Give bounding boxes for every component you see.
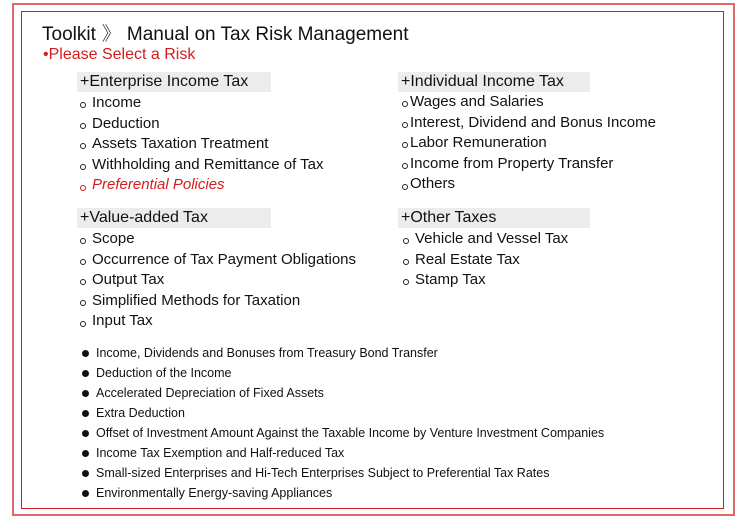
bullet-dot-icon: [82, 450, 89, 457]
risk-item-labor-remuneration[interactable]: Labor Remuneration: [398, 133, 656, 154]
policy-item[interactable]: Environmentally Energy-saving Appliances: [82, 483, 604, 503]
breadcrumb-page: Manual on Tax Risk Management: [126, 24, 409, 45]
policy-item[interactable]: Small-sized Enterprises and Hi-Tech Enterprises Subject to Preferential Tax Rates: [82, 463, 604, 483]
policy-item[interactable]: Income, Dividends and Bonuses from Treasury Bond Transfer: [82, 343, 604, 363]
bullet-ring-icon: [402, 142, 408, 148]
bullet-dot-icon: [82, 370, 89, 377]
bullet-dot-icon: [82, 350, 89, 357]
section-heading[interactable]: +Value-added Tax: [77, 208, 271, 228]
risk-item-assets-taxation[interactable]: Assets Taxation Treatment: [77, 134, 324, 155]
risk-item-others[interactable]: Others: [398, 174, 656, 195]
section-heading[interactable]: +Individual Income Tax: [398, 72, 590, 92]
risk-item-stamp-tax[interactable]: Stamp Tax: [398, 270, 590, 291]
bullet-ring-icon: [402, 163, 408, 169]
section-individual-income-tax: [398, 72, 656, 195]
risk-item-interest-dividend[interactable]: Interest, Dividend and Bonus Income: [398, 113, 656, 134]
bullet-dot-icon: [82, 390, 89, 397]
bullet-ring-icon: [80, 102, 86, 108]
policy-item[interactable]: Extra Deduction: [82, 403, 604, 423]
risk-item-real-estate[interactable]: Real Estate Tax: [398, 250, 590, 271]
risk-item-wages[interactable]: Wages and Salaries: [398, 92, 656, 113]
bullet-ring-icon: [80, 321, 86, 327]
risk-item-property-transfer[interactable]: Income from Property Transfer: [398, 154, 656, 175]
bullet-ring-icon: [403, 259, 409, 265]
risk-item-tax-obligations[interactable]: Occurrence of Tax Payment Obligations: [77, 250, 356, 271]
section-heading[interactable]: +Other Taxes: [398, 208, 590, 228]
bullet-ring-icon: [80, 164, 86, 170]
risk-item-deduction[interactable]: Deduction: [77, 114, 324, 135]
policy-item[interactable]: Income Tax Exemption and Half-reduced Tax: [82, 443, 604, 463]
bullet-ring-icon: [80, 238, 86, 244]
breadcrumb-toolkit[interactable]: Toolkit: [42, 24, 96, 45]
risk-item-output-tax[interactable]: Output Tax: [77, 270, 356, 291]
bullet-ring-icon: [402, 184, 408, 190]
bullet-ring-icon: [80, 123, 86, 129]
policy-item[interactable]: Deduction of the Income: [82, 363, 604, 383]
risk-item-withholding[interactable]: Withholding and Remittance of Tax: [77, 155, 324, 176]
bullet-dot-icon: [82, 470, 89, 477]
bullet-ring-icon: [402, 101, 408, 107]
bullet-ring-icon: [403, 238, 409, 244]
section-enterprise-income-tax: [77, 72, 324, 196]
bullet-dot-icon: [82, 410, 89, 417]
select-risk-prompt: •Please Select a Risk: [43, 46, 196, 63]
page-title: [42, 24, 409, 46]
bullet-ring-icon: [403, 279, 409, 285]
risk-item-vehicle-vessel[interactable]: Vehicle and Vessel Tax: [398, 229, 590, 250]
bullet-ring-icon: [402, 122, 408, 128]
risk-item-input-tax[interactable]: Input Tax: [77, 311, 356, 332]
section-heading[interactable]: +Enterprise Income Tax: [77, 72, 271, 92]
risk-item-income[interactable]: Income: [77, 93, 324, 114]
bullet-ring-icon: [80, 279, 86, 285]
bullet-dot-icon: [82, 430, 89, 437]
bullet-ring-icon: [80, 143, 86, 149]
policy-item[interactable]: Offset of Investment Amount Against the Taxable Income by Venture Investment Companies: [82, 423, 604, 443]
section-other-taxes: [398, 208, 590, 291]
section-value-added-tax: [77, 208, 356, 332]
preferential-policies-list: [82, 343, 604, 503]
policy-item[interactable]: Accelerated Depreciation of Fixed Assets: [82, 383, 604, 403]
breadcrumb-separator: 》: [101, 24, 121, 45]
risk-item-preferential-policies[interactable]: Preferential Policies: [77, 175, 324, 196]
risk-item-scope[interactable]: Scope: [77, 229, 356, 250]
bullet-ring-icon: [80, 259, 86, 265]
bullet-ring-icon: [80, 185, 86, 191]
bullet-dot-icon: [82, 490, 89, 497]
risk-item-simplified-methods[interactable]: Simplified Methods for Taxation: [77, 291, 356, 312]
bullet-ring-icon: [80, 300, 86, 306]
